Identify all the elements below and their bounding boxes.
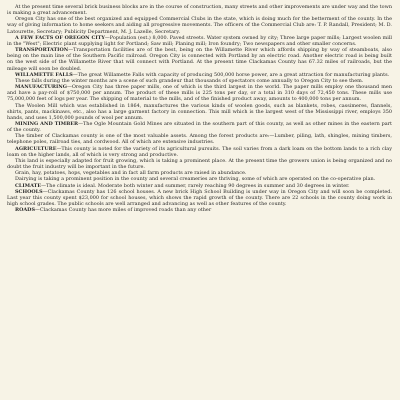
paragraph-woolen-mill (7, 103, 392, 121)
paragraph-agriculture (7, 146, 392, 158)
paragraph-mining (7, 121, 392, 133)
paragraph-text: —The great Willamette Falls with capacity of producing 500,000 horse power, are a great attraction for manufacturing plants. (72, 71, 390, 78)
paragraph-text: —Population (est.) 8,000. Paved streets. Water system owned by city; Three large paper mills; Largest woolen mill in the "West"; Electric plant supplying light for Portland; Saw mill; Planing mill; Iron foundry; Two newspapers and other smaller concerns. (7, 34, 392, 47)
paragraph-text: —This county is noted for the variety of its agricultural pursuits. The soil varies from a dark loam on the bottom lands to a rich clay loam on the higher lands, all of which is very strong and productive. (7, 145, 392, 158)
paragraph-text: At the present time several brick business blocks are in the course of construction, many streets and other improvements are under way and the town is making a great advancement. (7, 4, 392, 17)
paragraph-text: Grain, hay, potatoes, hops, vegetables and in fact all farm products are raised in abundance. (15, 170, 247, 177)
paragraph-transportation (7, 47, 392, 72)
paragraph-text: —Clackamas County has more miles of improved roads than any other (35, 207, 212, 214)
paragraph-text: The Woolen Mill which was established in 1864, manufactures the various kinds of woolen goods, such as blankets, robes, cassimeres, flannels, shirts, pants, mackinaws, etc., also has a large garment factory in connection. This mill which is the largest west of the Mississippi river, employs 350 hands, and uses 1,500,000 pounds of wool per annum. (7, 102, 392, 121)
section-heading: ROADS (15, 207, 35, 214)
paragraph-text: —Oregon City has three paper mills, one of which is the third largest in the world. The paper mills employ one thousand men and have a pay-roll of $750,000 per annum. The product of these mills is 225 tons per day, or a total in 310 days of 72,450 tons. These mills use 75,000,000 feet of logs per year. The shipping of material to the mills, and of the finished product away, amounts to 400,000 tons per annum. (7, 84, 392, 103)
section-heading: CLIMATE (15, 182, 42, 189)
paragraph-text: —Clackamas County has 126 school houses. A new brick High School Building is under way in Oregon City and will soon be completed. Last year this county spent $23,000 for school houses, which shows the rapid growth of the county. There are 22 schools in the county doing work in high school grades. The public schools are well arranged and advancing as well as other features of the county. (7, 188, 392, 207)
paragraph-fruit (7, 158, 392, 170)
section-heading: TRANSPORTATION (15, 47, 69, 54)
paragraph-schools (7, 189, 392, 207)
paragraph-commercial-club (7, 16, 392, 34)
paragraph-timber (7, 133, 392, 145)
paragraph-roads (7, 207, 392, 213)
section-heading: SCHOOLS (15, 188, 43, 195)
paragraph-text: The timber of Clackamas county is one of the most valuable assets. Among the forest products are:—Lumber, piling, lath, shingles, mining timbers, telephone poles, railroad ties, and cordwood. All of which are extensive industries. (7, 133, 392, 146)
section-heading: AGRICULTURE (15, 145, 57, 152)
paragraph-intro (7, 4, 392, 16)
paragraph-facts (7, 35, 392, 47)
paragraph-text: Oregon City has one of the best organized and equipped Commercial Clubs in the state, which is doing much for the betterment of the county. In the way of giving information to home seekers and aiding all progressive movements. The officers of the Commercial Club are: T. P. Randall, President; M. D. Latourette, Secretary; Publicity Department, M. J. Lazelle, Secretary. (7, 16, 392, 35)
section-heading: MINING AND TIMBER (15, 120, 79, 127)
paragraph-text: —The climate is ideal. Moderate both winter and summer, rarely reaching 90 degrees in summer and 30 degrees in winter. (41, 182, 350, 189)
paragraph-manufacturing (7, 84, 392, 102)
paragraph-text: —The Ogle Mountain Gold Mines are situated in the southern part of this county, as well as other mines in the eastern part of the county. (7, 120, 392, 134)
section-heading: MANUFACTURING (15, 84, 67, 91)
paragraph-text: This land is especially adapted for fruit growing, which is taking a prominent place. At the present time the growers union is being organized and no doubt the fruit industry will be important in the future. (7, 157, 392, 171)
paragraph-text: These falls during the winter months are a scene of such grandeur that thousands of spectators come annually to Oregon City to see them. (15, 77, 364, 84)
paragraph-text: Dairying is taking a prominent position in the county and several creameries are thriving, some of which are operated on the co-operative plan. (15, 176, 376, 183)
section-heading: A FEW FACTS OF OREGON CITY (15, 34, 105, 41)
section-heading: WILLAMETTE FALLS (15, 71, 73, 78)
paragraph-text: —Transportation facilities are of the best, being on the Willamette River which affords shipping by way of steamboats, also being on the main line of the Southern Pacific railroad. Oregon City is connected with Portland by an electric road. Another electric road is being built on the west side of the Willamette River that will connect with Portland. At the present time Clackamas County has 67.32 miles of railroads, but the mileage will soon be doubled. (7, 47, 392, 72)
